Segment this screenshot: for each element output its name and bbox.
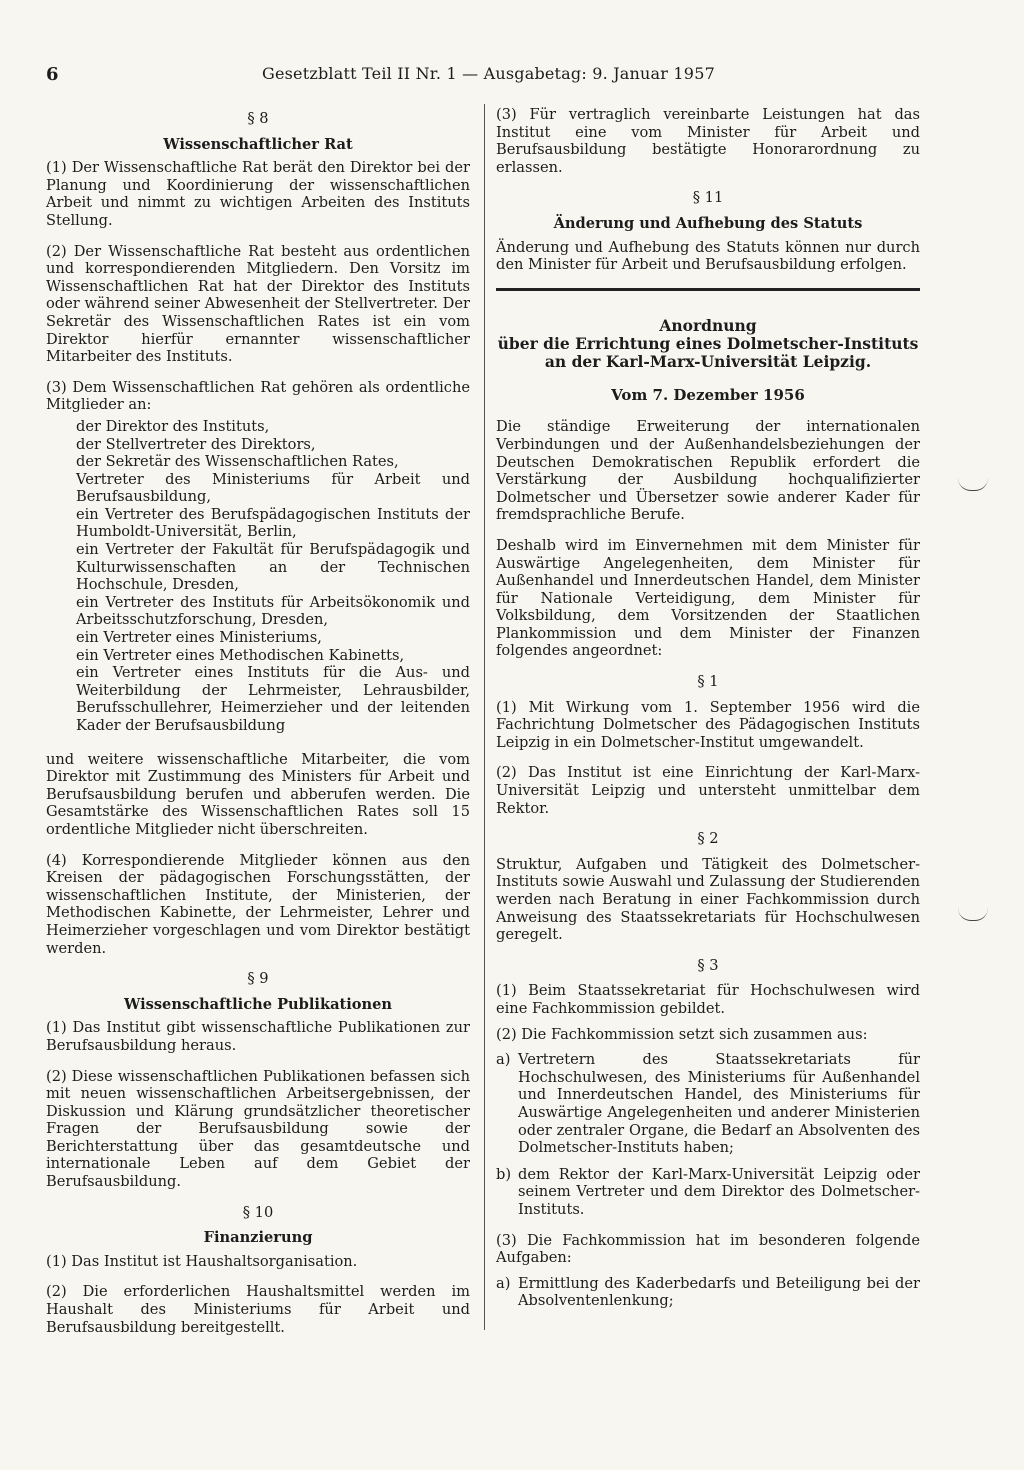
- margin-mark: [958, 908, 988, 921]
- order-section-3-paragraph-2: (2) Die Fachkommission setzt sich zusammen aus:: [496, 1025, 868, 1043]
- section-8-paragraph-3: (3) Dem Wissenschaftlichen Rat gehören als ordentliche Mitglieder an:: [46, 378, 470, 414]
- section-11-paragraph-1: Änderung und Aufhebung des Statuts können nur durch den Minister für Arbeit und Berufsausbildung erfolgen.: [496, 238, 920, 274]
- list-item: ein Vertreter des Berufspädagogischen Instituts der Humboldt-Universität, Berlin,: [76, 505, 470, 541]
- section-10-paragraph-3: (3) Für vertraglich vereinbarte Leistungen hat das Institut eine vom Minister für Arbeit und Berufsausbildung bestätigte Honorarordnung zu erlassen.: [496, 106, 920, 176]
- column-divider: [484, 104, 485, 1330]
- section-10-paragraph-1: (1) Das Institut ist Haushaltsorganisation.: [46, 1252, 358, 1270]
- section-9-number: § 9: [247, 970, 269, 988]
- order-section-1-paragraph-2: (2) Das Institut ist eine Einrichtung der Karl-Marx-Universität Leipzig und untersteht unmittelbar dem Rektor.: [496, 764, 920, 817]
- section-9-title: Wissenschaftliche Publikationen: [123, 995, 393, 1013]
- list-item: ein Vertreter eines Ministeriums,: [76, 629, 322, 647]
- order-title-line-3: an der Karl-Marx-Universität Leipzig.: [544, 351, 872, 371]
- section-8-paragraph-1: (1) Der Wissenschaftliche Rat berät den Direktor bei der Planung und Koordinierung der wissenschaftlichen Arbeit und nimmt zu wichtigen Arbeiten des Instituts Stellung.: [46, 159, 470, 229]
- order-intro-1: Die ständige Erweiterung der internationalen Verbindungen und der Außenhandelsbeziehungen der Deutschen Demokratischen Republik erfordert die Verstärkung der Ausbildung hochqualifizierter Dolmetscher und Übersetzer sowie anderer Kader für fremdsprachliche Berufe.: [496, 418, 920, 524]
- order-title-line-1: Anordnung: [659, 315, 757, 335]
- order-section-2-paragraph-1: Struktur, Aufgaben und Tätigkeit des Dolmetscher-Instituts sowie Auswahl und Zulassung der Studierenden werden nach Beratung in einer Fachkommission durch Anweisung des Staatssekretariats für Hochschulwesen geregelt.: [496, 855, 920, 944]
- section-11-title: Änderung und Aufhebung des Statuts: [553, 214, 863, 232]
- order-section-3-item-b: [496, 1166, 920, 1219]
- section-8-paragraph-2: (2) Der Wissenschaftliche Rat besteht aus ordentlichen und korrespondierenden Mitgliedern. Den Vorsitz im Wissenschaftlichen Rat hat der Direktor des Instituts oder während seiner Abwesenheit der Stellvertreter. Der Sekretär des Wissenschaftlichen Rates ist ein vom Direktor hierfür ernannter wissenschaftlicher Mitarbeiter des Instituts.: [46, 242, 470, 366]
- section-8-paragraph-4: (4) Korrespondierende Mitglieder können aus den Kreisen der pädagogischen Forschungsstätten, der wissenschaftlichen Institute, der Ministerien, der Methodischen Kabinette, der Lehrmeister, Lehrer und Heimerzieher vorgeschlagen und vom Direktor bestätigt werden.: [46, 851, 470, 957]
- list-item: ein Vertreter des Instituts für Arbeitsökonomik und Arbeitsschutzforschung, Dresden,: [76, 593, 470, 629]
- list-item: der Stellvertreter des Direktors,: [76, 435, 316, 453]
- order-title: [496, 317, 920, 371]
- list-item: der Direktor des Instituts,: [76, 417, 270, 435]
- page-number: 6: [46, 64, 59, 85]
- separator-rule: [496, 288, 920, 291]
- item-text: Ermittlung des Kaderbedarfs und Beteiligung bei der Absolventenlenkung;: [518, 1274, 920, 1310]
- section-8-paragraph-3-continued: und weitere wissenschaftliche Mitarbeiter, die vom Direktor mit Zustimmung des Ministers für Arbeit und Berufsausbildung berufen und abberufen werden. Die Gesamtstärke des Wissenschaftlichen Rates soll 15 ordentliche Mitglieder nicht überschreiten.: [46, 750, 470, 838]
- order-section-3-paragraph-1: (1) Beim Staatssekretariat für Hochschulwesen wird eine Fachkommission gebildet.: [496, 982, 920, 1017]
- section-8-number: § 8: [247, 110, 269, 127]
- order-section-1-paragraph-1: (1) Mit Wirkung vom 1. September 1956 wird die Fachrichtung Dolmetscher des Pädagogischen Instituts Leipzig in ein Dolmetscher-Institut umgewandelt.: [496, 698, 920, 751]
- order-title-line-2: über die Errichtung eines Dolmetscher-Instituts: [497, 333, 919, 353]
- member-list: [76, 418, 470, 735]
- order-section-1-number: § 1: [697, 673, 719, 691]
- item-text: Vertretern des Staatssekretariats für Hochschulwesen, des Ministeriums für Außenhandel und Innerdeutschen Handel, des Ministeriums für Auswärtige Angelegenheiten und anderer Ministerien oder zentraler Organe, die Bedarf an Absolventen des Dolmetscher-Instituts haben;: [518, 1051, 920, 1157]
- section-11-number: § 11: [692, 189, 724, 207]
- order-section-3-task-a: [496, 1275, 920, 1310]
- list-item: ein Vertreter eines Instituts für die Aus- und Weiterbildung der Lehrmeister, Lehrausbilder, Berufsschullehrer, Heimerzieher und der leitenden Kader der Berufsausbildung: [76, 664, 470, 734]
- section-9-paragraph-2: (2) Diese wissenschaftlichen Publikationen befassen sich mit neuen wissenschaftlichen Arbeitsergebnissen, der Diskussion und Klärung grundsätzlicher theoretischer Fragen der Berufsausbildung sowie der Berichterstattung über das gesamtdeutsche und internationale Leben auf dem Gebiet der Berufsausbildung.: [46, 1067, 470, 1191]
- section-10-number: § 10: [242, 1203, 274, 1221]
- order-section-3-paragraph-3: (3) Die Fachkommission hat im besonderen folgende Aufgaben:: [496, 1231, 920, 1267]
- section-10-title: Finanzierung: [203, 1229, 313, 1247]
- section-8-title: Wissenschaftlicher Rat: [163, 135, 353, 153]
- item-marker: a): [496, 1051, 511, 1069]
- list-item: ein Vertreter eines Methodischen Kabinetts,: [76, 646, 405, 664]
- order-intro-2: Deshalb wird im Einvernehmen mit dem Minister für Auswärtige Angelegenheiten, dem Minister für Außenhandel und Innerdeutschen Handel, dem Minister für Nationale Verteidigung, dem Minister für Volksbildung, dem Vorsitzenden der Staatlichen Plankommission und dem Minister der Finanzen folgendes angeordnet:: [496, 536, 920, 660]
- page-header: Gesetzblatt Teil II Nr. 1 — Ausgabetag: 9. Januar 1957: [262, 64, 715, 83]
- item-text: dem Rektor der Karl-Marx-Universität Leipzig oder seinem Vertreter und dem Direktor des Dolmetscher-Instituts.: [518, 1165, 920, 1218]
- left-column: [46, 106, 470, 1349]
- order-section-3-number: § 3: [697, 956, 719, 974]
- list-item: ein Vertreter der Fakultät für Berufspädagogik und Kulturwissenschaften an der Technischen Hochschule, Dresden,: [76, 541, 470, 594]
- order-section-2-number: § 2: [697, 830, 719, 848]
- item-marker: b): [496, 1165, 512, 1183]
- item-marker: a): [496, 1274, 511, 1292]
- section-10-paragraph-2: (2) Die erforderlichen Haushaltsmittel werden im Haushalt des Ministeriums für Arbeit und Berufsausbildung bereitgestellt.: [46, 1283, 470, 1336]
- list-item: der Sekretär des Wissenschaftlichen Rates,: [76, 453, 399, 471]
- order-section-3-item-a: [496, 1051, 920, 1157]
- list-item: Vertreter des Ministeriums für Arbeit und Berufsausbildung,: [76, 470, 470, 506]
- section-9-paragraph-1: (1) Das Institut gibt wissenschaftliche Publikationen zur Berufsausbildung heraus.: [46, 1019, 470, 1054]
- right-column: [496, 106, 920, 1319]
- order-date: Vom 7. Dezember 1956: [611, 385, 805, 404]
- margin-mark: [958, 478, 988, 491]
